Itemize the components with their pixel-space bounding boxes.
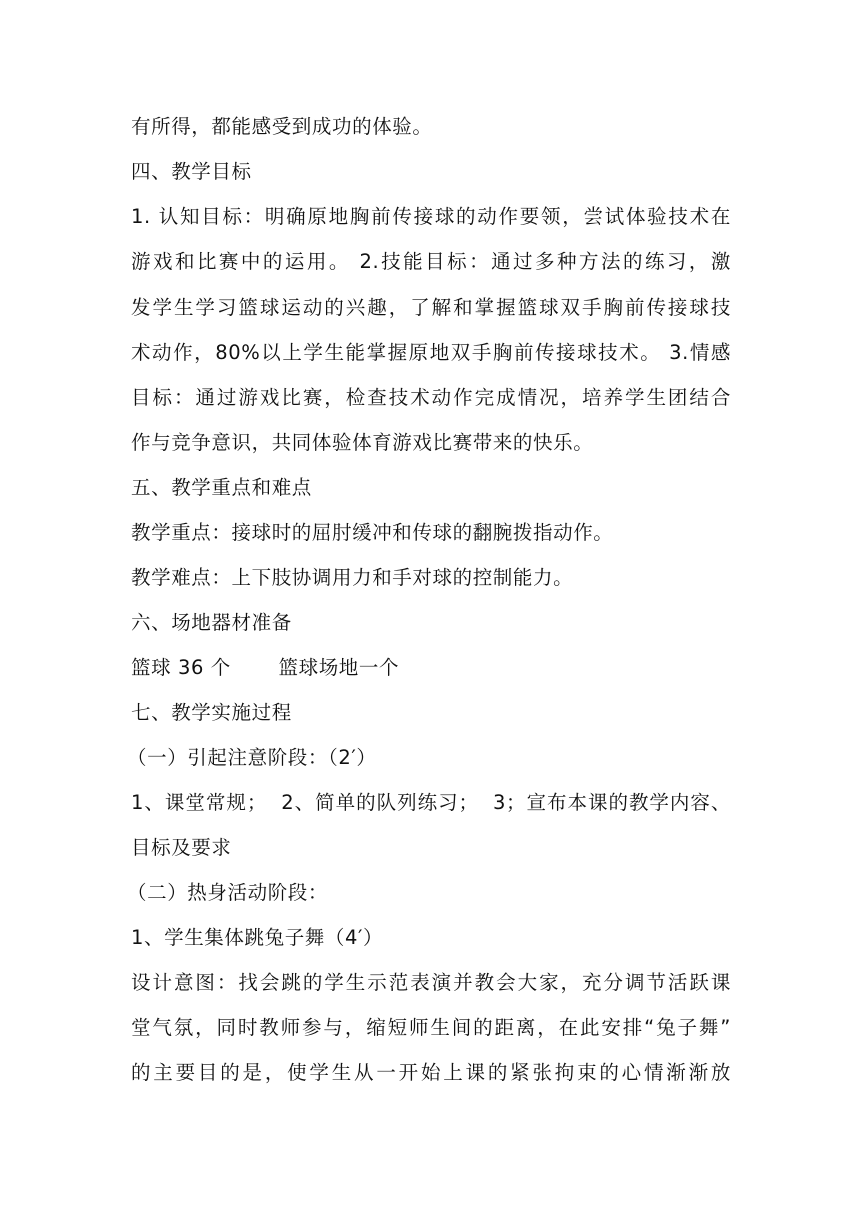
section-heading: 四、教学目标 (131, 160, 252, 183)
paragraph-line: 的主要目的是，使学生从一开始上课的紧张拘束的心情渐渐放 (131, 1061, 731, 1084)
paragraph-line: 发学生学习篮球运动的兴趣，了解和掌握篮球双手胸前传接球技 (131, 296, 731, 319)
paragraph-line: 术动作，80%以上学生能掌握原地双手胸前传接球技术。 3.情感 (131, 341, 731, 364)
paragraph-line: 有所得，都能感受到成功的体验。 (131, 115, 433, 138)
paragraph-line: 作与竞争意识，共同体验体育游戏比赛带来的快乐。 (131, 431, 594, 454)
paragraph-line: 堂气氛，同时教师参与，缩短师生间的距离，在此安排“兔子舞” (131, 1016, 731, 1039)
paragraph-line: 1、学生集体跳兔子舞（4′） (131, 926, 384, 949)
paragraph-line: 1. 认知目标：明确原地胸前传接球的动作要领，尝试体验技术在 (131, 205, 731, 228)
section-heading: 五、教学重点和难点 (131, 476, 312, 499)
paragraph-line: 教学重点：接球时的屈肘缓冲和传球的翻腕拨指动作。 (131, 521, 614, 544)
subsection-heading: （一）引起注意阶段：（2′） (127, 746, 377, 769)
paragraph-line: 1、课堂常规； 2、简单的队列练习； 3；宣布本课的教学内容、 (131, 791, 731, 814)
section-heading: 六、场地器材准备 (131, 611, 292, 634)
paragraph-line: 篮球 36 个 篮球场地一个 (131, 656, 400, 679)
paragraph-line: 设计意图：找会跳的学生示范表演并教会大家，充分调节活跃课 (131, 971, 731, 994)
paragraph-line: 目标及要求 (131, 836, 232, 859)
paragraph-line: 游戏和比赛中的运用。 2.技能目标：通过多种方法的练习，激 (131, 250, 731, 273)
paragraph-line: 目标：通过游戏比赛，检查技术动作完成情况，培养学生团结合 (131, 386, 731, 409)
subsection-heading: （二）热身活动阶段： (127, 881, 329, 904)
paragraph-line: 教学难点：上下肢协调用力和手对球的控制能力。 (131, 566, 574, 589)
section-heading: 七、教学实施过程 (131, 701, 292, 724)
